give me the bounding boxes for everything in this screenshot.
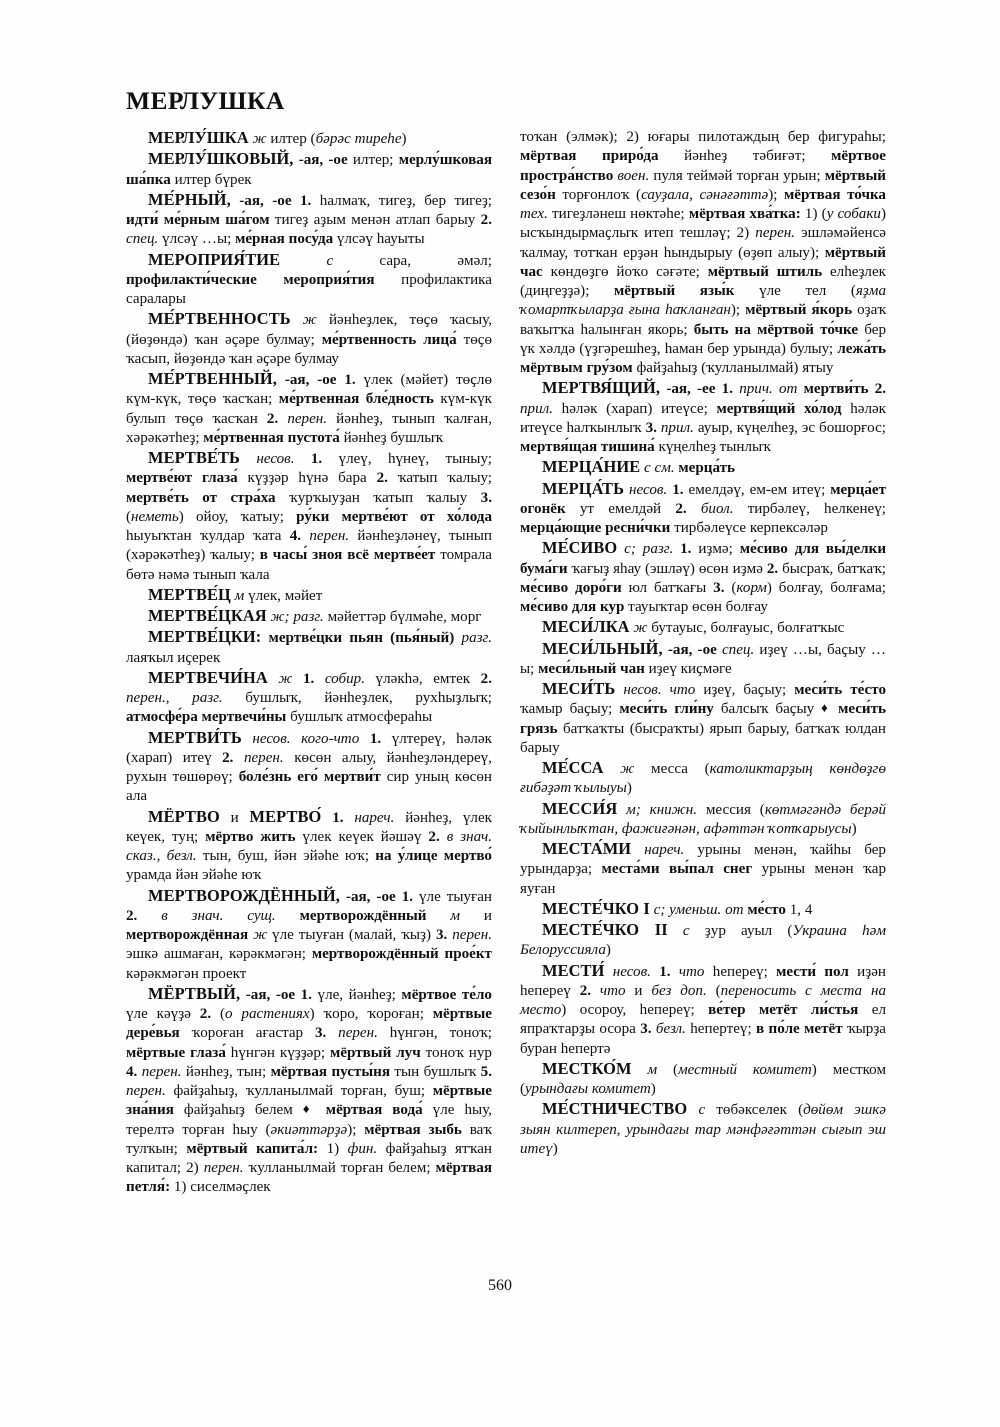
dictionary-entry: МЕСИ́ТЬ несов. что иҙеү, баҫыу; меси́ть те́сто ҡамыр баҫыу; меси́ть гли́ну балсыҡ баҫыу ♦ меси́ть грязь батҡаҡты (бысраҡты) ярып барыу, батҡаҡ юлдан барыу — [520, 679, 887, 756]
dictionary-entry: МЁРТВЫЙ, -ая, -ое 1. үле, йәнһеҙ; мёртвое те́ло үле кәүҙә 2. (о растениях) ҡоро, ҡороған; мёртвые дере́вья ҡороған ағастар 3. перен. һүнгән, тоноҡ; мёртвые глаза́ һүнгән күҙҙәр; мёртвый луч тоноҡ нур 4. перен. йәнһеҙ, тын; мёртвая пусты́ня тын бушлыҡ 5. перен. файҙаһыҙ, ҡулланылмай торған, буш; мёртвые зна́ния файҙаһыҙ белем ♦ мёртвая вода́ үле һыу, терелтә торған һыу (әкиәттәрҙә); мёртвая зыбь ваҡ тулҡын; мёртвый капита́л: 1) фин. файҙаһыҙ ятҡан капитал; 2) перен. ҡулланылмай торған белем; мёртвая петля́: 1) сиселмәҫлек — [126, 983, 493, 1196]
dictionary-entry: МЕ́РТВЕННОСТЬ ж йәнһеҙлек, төҫө ҡасыу, (йөҙөндә) ҡан әҫәре булмау; ме́ртвенность лица́ төҫө ҡасып, йөҙөндә ҡан әҫәре булмау — [126, 309, 492, 367]
dictionary-entry: МЕРЛУ́ШКА ж илтер (бәрәс тиреһе) — [148, 128, 407, 147]
dictionary-entry: МЕРЦА́НИЕ с см. мерца́ть — [542, 457, 735, 477]
dictionary-entry: МЕССИ́Я м; книжн. мессия (көтмәгәндә берәй ҡыйынлыҡтан, фажиғәнән, афәттән ҡотҡарыусы) — [520, 798, 886, 837]
dictionary-entry: МЕСТЕ́ЧКО I с; уменьш. от ме́сто 1, 4 — [542, 898, 813, 918]
dictionary-entry: МЕРОПРИЯ́ТИЕ с сара, әмәл; профилакти́ческие мероприя́тия профилактика саралары — [126, 249, 492, 307]
dictionary-entry: МЕРТВЕ́Ц м үлек, мәйет — [148, 584, 323, 604]
dictionary-entry: МЕСТА́МИ нареч. урыны менән, ҡайһы бер урындарҙа; места́ми вы́пал снег урыны менән ҡар яуған — [520, 839, 886, 897]
dictionary-entry: МЕ́СТНИЧЕСТВО с төбәкселек (дөйөм эшкә зыян килтереп, урындағы тар мәнфәғәттән сығып эш итеү) — [520, 1099, 886, 1157]
dictionary-entry: МЕРЛУ́ШКОВЫЙ, -ая, -ое илтер; мерлу́шковая ша́пка илтер бүрек — [126, 149, 492, 188]
dictionary-entry: МЕРТВЕ́ТЬ несов. 1. үлеү, һүнеү, тыныу; мертве́ют глаза́ күҙҙәр һүнә бара 2. ҡатып ҡалыу; мертве́ть от стра́ха ҡурҡыуҙан ҡатып ҡалыу 3. (неметь) ойоу, ҡатыу; ру́ки мертве́ют от хо́лода һыуыҡтан ҡулдар ҡата 4. перен. йәнһеҙләнеү, тынып (хәрәкәтһеҙ) ҡалыу; в часы́ зноя всё мертве́ет томрала бөтә нәмә тынып ҡала — [126, 448, 493, 583]
dictionary-entry: МЕСТЕ́ЧКО II с ҙур ауыл (Украина һәм Белоруссияла) — [520, 920, 886, 959]
dictionary-entry: МЕРТВЯ́ЩИЙ, -ая, -ее 1. прич. от мертви́ть 2. прил. һәләк (харап) итеүсе; мертвя́щий хо́лод һәләк итеүсе һалҡынлыҡ 3. прил. ауыр, күңелһеҙ, эс бошорғос; мертвя́щая тишина́ күңелһеҙ тынлыҡ — [520, 378, 887, 455]
dictionary-entry: МЕСИ́ЛКА ж бутауыс, болғауыс, болғатҡыс — [542, 617, 845, 637]
right-text-column — [520, 128, 886, 1198]
entry-continuation: тоҡан (элмәк); 2) юғары пилотаждың бер фигураһы; мёртвая приро́да йәнһеҙ тәбиғәт; мёртвое простра́нство воен. пуля теймәй торған урын; мёртвый сезо́н торғонлоҡ (сауҙала, сәнәғәттә); мёртвая то́чка тех. тигеҙләнеш нөктәһе; мёртвая хва́тка: 1) (у собаки) ысҡындырмаҫлыҡ итеп тешләү; 2) перен. эшләмәйенсә ҡалмау, тотҡан ерҙән һындырыу (өҙөп алыу); мёртвый час көндөҙгө йоҡо сәғәте; мёртвый штиль елһеҙлек (диңгеҙҙә); мёртвый язы́к үле тел (яҙма ҡомартҡыларҙа ғына һаҡланған); мёртвый я́корь оҙаҡ ваҡытҡа һалынған якорь; быть на мёртвой то́чке бер үк хәлдә (үҙгәрешһеҙ, һаман бер урында) булыу; лежа́ть мёртвым гру́зом файҙаһыҙ (ҡулланылмай) ятыу — [520, 129, 887, 376]
dictionary-entry: МЕРТВИ́ТЬ несов. кого-что 1. үлтереү, һәләк (харап) итеү 2. перен. көсөн алыу, йәнһеҙләндереү, рухын төшөрөү; боле́знь его́ мертви́т сир уның көсөн ала — [126, 727, 492, 805]
dictionary-entry: МЕРТВОРОЖДЁННЫЙ, -ая, -ое 1. үле тыуған 2. в знач. сущ. мертворождённый м и мертворождённая ж үле тыуған (малай, ҡыҙ) 3. перен. эшкә ашмаған, кәрәкмәгән; мертворождённый прое́кт кәрәкмәгән проект — [126, 885, 492, 982]
dictionary-entry: МЕ́РНЫЙ, -ая, -ое 1. һалмаҡ, тигеҙ, бер тигеҙ; идти́ ме́рным ша́гом тигеҙ аҙым менән атлап барыу 2. спец. үлсәү …ы; ме́рная посу́да үлсәү һауыты — [126, 189, 492, 248]
dictionary-entry: МЕРТВЕ́ЦКИ: мертве́цки пьян (пья́ный) разг. лаяҡыл иҫерек — [126, 627, 492, 666]
dictionary-entry: МЕ́СИВО с; разг. 1. иҙмә; ме́сиво для вы́делки бума́ги ҡағыҙ яһау (эшләү) өсөн иҙмә 2. бысраҡ, батҡаҡ; ме́сиво доро́ги юл батҡағы 3. (корм) болғау, болғама; ме́сиво для кур тауыҡтар өсөн болғау — [520, 538, 887, 615]
page-running-head: МЕРЛУШКА — [126, 86, 285, 115]
dictionary-entry: МЕРТВЕ́ЦКАЯ ж; разг. мәйеттәр бүлмәһе, морг — [148, 606, 482, 625]
dictionary-entry: МЕСТКО́М м (местный комитет) местком (урындағы комитет) — [520, 1058, 886, 1097]
dictionary-entry: МЕ́РТВЕННЫЙ, -ая, -ое 1. үлек (мәйет) төҫлө күм-күк, төҫө ҡасҡан; ме́ртвенная бле́дность күм-күк булып төҫө ҡасҡан 2. перен. йәнһеҙ, тынып ҡалған, хәрәкәтһеҙ; ме́ртвенная пустота́ йәнһеҙ бушлыҡ — [126, 369, 492, 446]
dictionary-entry: МЕРЦА́ТЬ несов. 1. емелдәү, ем-ем итеү; мерца́ет огонёк ут емелдәй 2. биол. тирбәлеү, һелкенеү; мерца́ющие ресни́чки тирбәлеүсе керпексәләр — [520, 478, 886, 536]
dictionary-entry: МЕСТИ́ несов. 1. что һепереү; мести́ пол иҙән һепереү 2. что и без доп. (переносить с места на место) осороу, һепереү; ве́тер метёт ли́стья ел япраҡтарҙы осора 3. безл. һепертеү; в по́ле метёт ҡырҙа буран һепертә — [520, 960, 886, 1057]
dictionary-entry: МЁРТВО и МЕРТВО́ 1. нареч. йәнһеҙ, үлек кеүек, туң; мёртво жить үлек кеүек йәшәү 2. в знач. сказ., безл. тын, буш, йән эйәһе юҡ; на у́лице мертво́ урамда йән эйәһе юҡ — [126, 806, 492, 884]
left-text-column — [126, 128, 492, 1198]
dictionary-entry: МЕРТВЕЧИ́НА ж 1. собир. үләкһә, емтек 2. перен., разг. бушлыҡ, йәнһеҙлек, рухһыҙлыҡ; атмосфе́ра мертвечи́ны бушлыҡ атмосфераһы — [126, 667, 492, 726]
two-column-text-body — [126, 128, 886, 1198]
dictionary-entry: МЕ́ССА ж месса (католиктарҙың көндөҙгө ғибәҙәт ҡылыуы) — [520, 758, 886, 797]
page-number: 560 — [488, 1277, 512, 1294]
dictionary-entry: МЕСИ́ЛЬНЫЙ, -ая, -ое спец. иҙеү …ы, баҫыу …ы; меси́льный чан иҙеү киҫмәге — [520, 638, 887, 677]
